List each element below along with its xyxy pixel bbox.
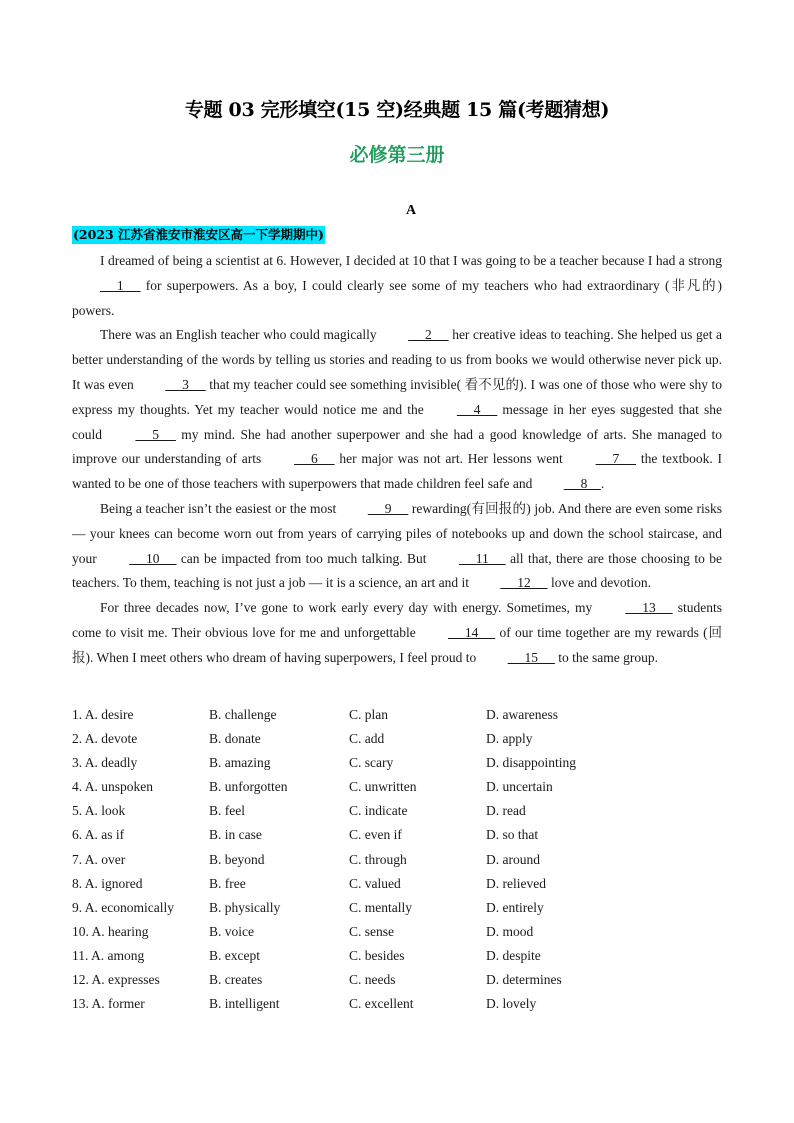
option-row <box>72 968 722 992</box>
option-b: B. physically <box>209 899 281 915</box>
answer-blank: 14 <box>448 624 496 640</box>
option-d: D. around <box>486 851 540 867</box>
answer-blank: 9 <box>367 500 409 516</box>
option-c: C. valued <box>349 875 401 891</box>
option-a: 2. A. devote <box>72 731 138 747</box>
option-c: C. needs <box>349 972 396 988</box>
option-c: C. through <box>349 851 407 867</box>
passage-text: Being a teacher isn’t the easiest or the most <box>100 500 340 516</box>
option-row <box>72 799 722 823</box>
option-a: 4. A. unspoken <box>72 779 153 795</box>
option-row <box>72 703 722 727</box>
page-subtitle: 必修第三册 <box>349 144 445 166</box>
option-a: 11. A. among <box>72 947 145 963</box>
option-d: D. uncertain <box>486 779 553 795</box>
paragraph-2 <box>72 323 722 497</box>
passage-text: For three decades now, I’ve gone to work early every day with energy. Sometimes, my <box>100 600 598 616</box>
option-c: C. besides <box>349 947 405 963</box>
option-d: D. awareness <box>486 707 558 722</box>
passage-text: rewarding(有回报的) job. And there are even some risks — your knees can become worn out from years of carrying piles of notebooks up and down the school staircase, and your <box>72 500 722 566</box>
option-a: 8. A. ignored <box>72 875 143 891</box>
answer-blank: 8 <box>563 476 601 492</box>
option-d: D. apply <box>486 731 533 747</box>
option-d: D. determines <box>486 972 562 988</box>
answer-blank: 5 <box>135 426 176 442</box>
option-d: D. read <box>486 803 526 819</box>
option-d: D. lovely <box>486 996 537 1012</box>
paragraph-4 <box>72 596 722 670</box>
option-b: B. feel <box>209 803 245 819</box>
passage <box>72 249 722 671</box>
option-a: 3. A. deadly <box>72 755 138 771</box>
answer-blank: 4 <box>456 401 498 417</box>
option-a: 1. A. desire <box>72 707 134 722</box>
passage-text: her creative ideas to teaching. She helped us get a better understanding of the words by telling us stories and reading to us from books we would otherwise never pick up. It was even <box>72 327 722 392</box>
option-c: C. scary <box>349 755 394 771</box>
option-row <box>72 848 722 872</box>
passage-text: my mind. She had another superpower and she had a good knowledge of arts. She managed to improve our understanding of arts <box>72 426 722 467</box>
option-c: C. excellent <box>349 996 414 1012</box>
option-a: 10. A. hearing <box>72 923 149 939</box>
passage-text: for superpowers. As a boy, I could clearly see some of my teachers who had extraordinary (非凡的) powers. <box>72 277 722 318</box>
answer-blank: 7 <box>595 451 637 467</box>
answer-blank: 3 <box>165 376 206 392</box>
section-label: A <box>405 203 417 218</box>
option-row <box>72 751 722 775</box>
option-b: B. in case <box>209 827 262 843</box>
passage-text: all that, there are those choosing to be teachers. To them, teaching is not just a job — it is a science, an art and it <box>72 550 722 591</box>
option-c: C. unwritten <box>349 779 417 795</box>
passage-text: to the same group. <box>554 649 658 665</box>
option-d: D. so that <box>486 827 539 843</box>
passage-text: of our time together are my rewards (回报). When I meet others who dream of having superpowers, I feel proud to <box>72 624 722 665</box>
option-c: C. even if <box>349 827 402 843</box>
option-d: D. relieved <box>486 875 546 891</box>
passage-text: students come to visit me. Their obvious love for me and unforgettable <box>72 600 722 640</box>
passage-text: There was an English teacher who could magically <box>100 327 381 343</box>
option-d: D. mood <box>486 923 534 939</box>
passage-text: love and devotion. <box>547 575 652 591</box>
option-row <box>72 944 722 968</box>
passage-text: can be impacted from too much talking. But <box>176 550 431 566</box>
option-row <box>72 992 722 1016</box>
option-row <box>72 727 722 751</box>
answer-blank: 11 <box>458 550 506 566</box>
option-c: C. indicate <box>349 803 408 819</box>
option-b: B. intelligent <box>209 996 280 1012</box>
option-b: B. voice <box>209 923 254 939</box>
answer-blank: 1 <box>100 277 141 293</box>
answer-blank: 6 <box>294 451 335 467</box>
option-d: D. disappointing <box>486 755 576 771</box>
paragraph-3 <box>72 497 722 596</box>
answer-blank: 15 <box>507 649 555 665</box>
option-a: 13. A. former <box>72 996 145 1012</box>
passage-text: her major was not art. Her lessons went <box>334 451 568 467</box>
option-b: B. unforgotten <box>209 779 288 795</box>
option-row <box>72 920 722 944</box>
option-c: C. plan <box>349 707 388 722</box>
option-c: C. sense <box>349 923 394 939</box>
option-b: B. amazing <box>209 755 271 771</box>
option-a: 12. A. expresses <box>72 972 160 988</box>
answer-blank: 13 <box>625 600 673 616</box>
option-b: B. beyond <box>209 851 265 867</box>
option-row <box>72 872 722 896</box>
passage-text: the textbook. I wanted to be one of those teachers with superpowers that made children feel safe and <box>72 451 722 492</box>
source-tag: (2023 江苏省淮安市淮安区高一下学期期中) <box>73 227 324 242</box>
option-d: D. despite <box>486 947 541 963</box>
option-b: B. creates <box>209 972 263 988</box>
paragraph-1 <box>72 249 722 323</box>
option-a: 9. A. economically <box>72 899 174 915</box>
answer-blank: 2 <box>408 327 449 343</box>
passage-text: I dreamed of being a scientist at 6. However, I decided at 10 that I was going to be a teacher because I had a strong <box>100 253 722 268</box>
options-list <box>72 703 722 1016</box>
passage-text: message in her eyes suggested that she could <box>72 401 722 442</box>
answer-blank: 12 <box>500 575 548 591</box>
option-row <box>72 896 722 920</box>
passage-text: . <box>600 476 605 492</box>
option-b: B. challenge <box>209 707 277 722</box>
option-d: D. entirely <box>486 899 544 915</box>
option-c: C. mentally <box>349 899 412 915</box>
option-a: 7. A. over <box>72 851 126 867</box>
option-row <box>72 775 722 799</box>
page-title: 专题 03 完形填空(15 空)经典题 15 篇(考题猜想) <box>184 99 610 121</box>
option-b: B. except <box>209 947 260 963</box>
option-row <box>72 823 722 847</box>
answer-blank: 10 <box>129 550 177 566</box>
option-c: C. add <box>349 731 385 747</box>
option-b: B. donate <box>209 731 261 747</box>
option-a: 5. A. look <box>72 803 126 819</box>
passage-text: that my teacher could see something invisible( 看不见的). I was one of those who were shy to express my thoughts. Yet my teacher would notice me and the <box>72 376 722 417</box>
option-a: 6. A. as if <box>72 827 125 843</box>
option-b: B. free <box>209 875 246 891</box>
